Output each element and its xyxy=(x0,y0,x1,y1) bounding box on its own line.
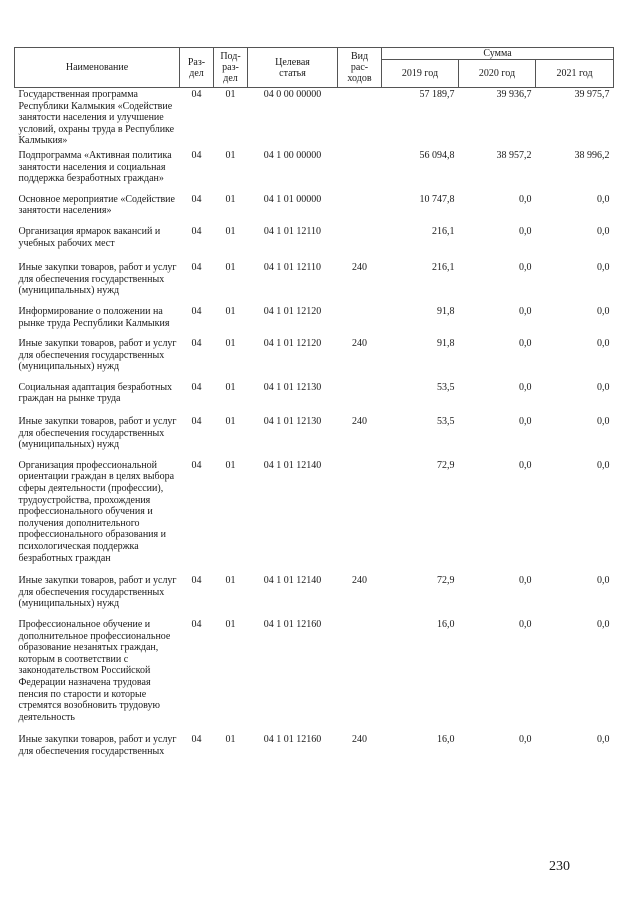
row-podrazdel: 01 xyxy=(225,734,236,746)
row-sum-2019: 10 747,8 xyxy=(419,193,455,205)
row-vid xyxy=(338,88,382,147)
row-sum-2020: 39 936,7 xyxy=(496,89,532,100)
row-podrazdel: 01 xyxy=(225,416,236,428)
row-target: 04 1 01 12120 xyxy=(263,338,322,350)
row-target: 04 1 01 12110 xyxy=(263,225,322,237)
row-sum-2021: 0,0 xyxy=(597,575,610,587)
row-sum-2020: 0,0 xyxy=(519,305,532,317)
row-sum-2020: 0,0 xyxy=(519,381,532,393)
row-vid xyxy=(338,303,382,335)
row-sum-2020: 0,0 xyxy=(519,618,532,630)
row-name: Организация профессиональной ориентации граждан в целях выбора сферы деятельности (профессии), трудоустройства, прохождения профессионального обучения и получения дополнительного профессионального образования и психологическая поддержка безработных граждан xyxy=(18,459,175,564)
row-sum-2021: 38 996,2 xyxy=(574,149,610,161)
row-sum-2020: 0,0 xyxy=(519,262,532,274)
row-sum-2021: 0,0 xyxy=(597,416,610,428)
row-razdel: 04 xyxy=(191,149,202,161)
header-target: Целевая статья xyxy=(248,48,338,88)
table-body xyxy=(15,88,614,758)
table-row xyxy=(15,335,614,379)
header-razdel: Раз- дел xyxy=(180,48,214,88)
row-target: 04 1 01 12120 xyxy=(263,305,322,317)
row-vid: 240 xyxy=(352,416,367,428)
row-target: 04 1 01 12130 xyxy=(263,381,322,393)
row-sum-2019: 72,9 xyxy=(437,575,455,587)
row-vid xyxy=(338,191,382,223)
table-row xyxy=(15,259,614,303)
row-target: 04 1 01 12160 xyxy=(263,618,322,630)
row-vid: 240 xyxy=(352,734,367,746)
row-sum-2021: 0,0 xyxy=(597,381,610,393)
row-podrazdel: 01 xyxy=(225,262,236,274)
row-podrazdel: 01 xyxy=(225,89,236,100)
row-podrazdel: 01 xyxy=(225,149,236,161)
table-row xyxy=(15,88,614,147)
budget-table xyxy=(14,47,614,758)
row-razdel: 04 xyxy=(191,338,202,350)
table-row xyxy=(15,572,614,616)
header-vid: Вид рас- ходов xyxy=(338,48,382,88)
row-podrazdel: 01 xyxy=(225,305,236,317)
table-row xyxy=(15,147,614,191)
row-target: 04 1 01 12160 xyxy=(263,734,322,746)
row-sum-2020: 0,0 xyxy=(519,193,532,205)
row-razdel: 04 xyxy=(191,89,202,100)
table-row xyxy=(15,191,614,223)
row-vid xyxy=(338,379,382,413)
row-sum-2021: 0,0 xyxy=(597,338,610,350)
row-vid xyxy=(338,616,382,731)
row-vid: 240 xyxy=(352,575,367,587)
row-razdel: 04 xyxy=(191,381,202,393)
header-2021: 2021 год xyxy=(536,60,614,88)
header-name: Наименование xyxy=(15,48,180,88)
row-name: Иные закупки товаров, работ и услуг для обеспечения государственных (муниципальных) нужд xyxy=(18,575,177,610)
row-sum-2020: 0,0 xyxy=(519,338,532,350)
row-podrazdel: 01 xyxy=(225,575,236,587)
row-sum-2019: 57 189,7 xyxy=(419,89,455,100)
row-name: Иные закупки товаров, работ и услуг для обеспечения государственных (муниципальных) нужд xyxy=(18,338,177,373)
row-name: Иные закупки товаров, работ и услуг для обеспечения государственных xyxy=(18,734,177,757)
row-name: Организация ярмарок вакансий и учебных рабочих мест xyxy=(18,225,161,249)
row-podrazdel: 01 xyxy=(225,225,236,237)
row-name: Основное мероприятие «Содействие занятости населения» xyxy=(18,193,175,217)
table-row xyxy=(15,303,614,335)
row-sum-2020: 0,0 xyxy=(519,575,532,587)
row-sum-2020: 0,0 xyxy=(519,459,532,471)
row-podrazdel: 01 xyxy=(225,338,236,350)
row-sum-2021: 0,0 xyxy=(597,618,610,630)
row-razdel: 04 xyxy=(191,459,202,471)
row-razdel: 04 xyxy=(191,734,202,746)
row-sum-2019: 91,8 xyxy=(437,305,455,317)
row-sum-2020: 0,0 xyxy=(519,225,532,237)
budget-document xyxy=(14,47,613,758)
row-razdel: 04 xyxy=(191,193,202,205)
row-razdel: 04 xyxy=(191,225,202,237)
header-2020: 2020 год xyxy=(459,60,536,88)
row-sum-2021: 0,0 xyxy=(597,459,610,471)
row-sum-2019: 56 094,8 xyxy=(419,149,455,161)
table-row xyxy=(15,223,614,259)
row-sum-2021: 0,0 xyxy=(597,262,610,274)
row-sum-2019: 72,9 xyxy=(437,459,455,471)
header-sum: Сумма xyxy=(382,48,614,60)
row-sum-2021: 0,0 xyxy=(597,734,610,746)
row-target: 04 1 00 00000 xyxy=(263,149,322,161)
row-name: Социальная адаптация безработных граждан на рынке труда xyxy=(18,381,173,405)
row-sum-2019: 216,1 xyxy=(432,262,455,274)
row-target: 04 1 01 12140 xyxy=(263,459,322,471)
header-2019: 2019 год xyxy=(382,60,459,88)
row-podrazdel: 01 xyxy=(225,459,236,471)
row-sum-2019: 16,0 xyxy=(437,734,455,746)
row-name: Подпрограмма «Активная политика занятости населения и социальная поддержка безработных граждан» xyxy=(18,149,172,185)
row-target: 04 1 01 12110 xyxy=(263,262,322,274)
row-razdel: 04 xyxy=(191,575,202,587)
row-sum-2020: 0,0 xyxy=(519,734,532,746)
table-row xyxy=(15,457,614,572)
row-sum-2021: 0,0 xyxy=(597,225,610,237)
table-row xyxy=(15,413,614,457)
row-sum-2021: 0,0 xyxy=(597,305,610,317)
table-row xyxy=(15,731,614,757)
row-name: Информирование о положении на рынке труда Республики Калмыкия xyxy=(18,305,170,329)
row-vid xyxy=(338,457,382,572)
row-sum-2019: 53,5 xyxy=(437,381,455,393)
row-podrazdel: 01 xyxy=(225,193,236,205)
row-sum-2020: 38 957,2 xyxy=(496,149,532,161)
row-target: 04 1 01 12130 xyxy=(263,416,322,428)
row-vid xyxy=(338,223,382,259)
page-number: 230 xyxy=(549,859,570,874)
row-vid: 240 xyxy=(352,262,367,274)
row-vid: 240 xyxy=(352,338,367,350)
row-podrazdel: 01 xyxy=(225,618,236,630)
row-sum-2021: 39 975,7 xyxy=(574,89,610,100)
row-sum-2020: 0,0 xyxy=(519,416,532,428)
row-sum-2021: 0,0 xyxy=(597,193,610,205)
row-name: Профессиональное обучение и дополнительное профессиональное образование незанятых граждан, которым в соответствии с законодательством Российской Федерации назначена трудовая пенсия по старости и которые стремятся возобновить трудовую деятельность xyxy=(18,618,171,723)
row-sum-2019: 16,0 xyxy=(437,618,455,630)
row-razdel: 04 xyxy=(191,618,202,630)
row-sum-2019: 53,5 xyxy=(437,416,455,428)
row-sum-2019: 91,8 xyxy=(437,338,455,350)
row-razdel: 04 xyxy=(191,305,202,317)
header-podrazdel: Под- раз- дел xyxy=(214,48,248,88)
row-podrazdel: 01 xyxy=(225,381,236,393)
row-name: Иные закупки товаров, работ и услуг для обеспечения государственных (муниципальных) нужд xyxy=(18,416,177,451)
row-sum-2019: 216,1 xyxy=(432,225,455,237)
table-row xyxy=(15,616,614,731)
row-vid xyxy=(338,147,382,191)
row-name: Иные закупки товаров, работ и услуг для обеспечения государственных (муниципальных) нужд xyxy=(18,262,177,297)
row-name: Государственная программа Республики Калмыкия «Содействие занятости населения и улучшение условий, охраны труда в Республике Калмыкия» xyxy=(18,89,175,147)
row-target: 04 0 00 00000 xyxy=(263,89,322,100)
row-target: 04 1 01 00000 xyxy=(263,193,322,205)
row-target: 04 1 01 12140 xyxy=(263,575,322,587)
row-razdel: 04 xyxy=(191,416,202,428)
row-razdel: 04 xyxy=(191,262,202,274)
table-row xyxy=(15,379,614,413)
table-header xyxy=(15,48,614,88)
